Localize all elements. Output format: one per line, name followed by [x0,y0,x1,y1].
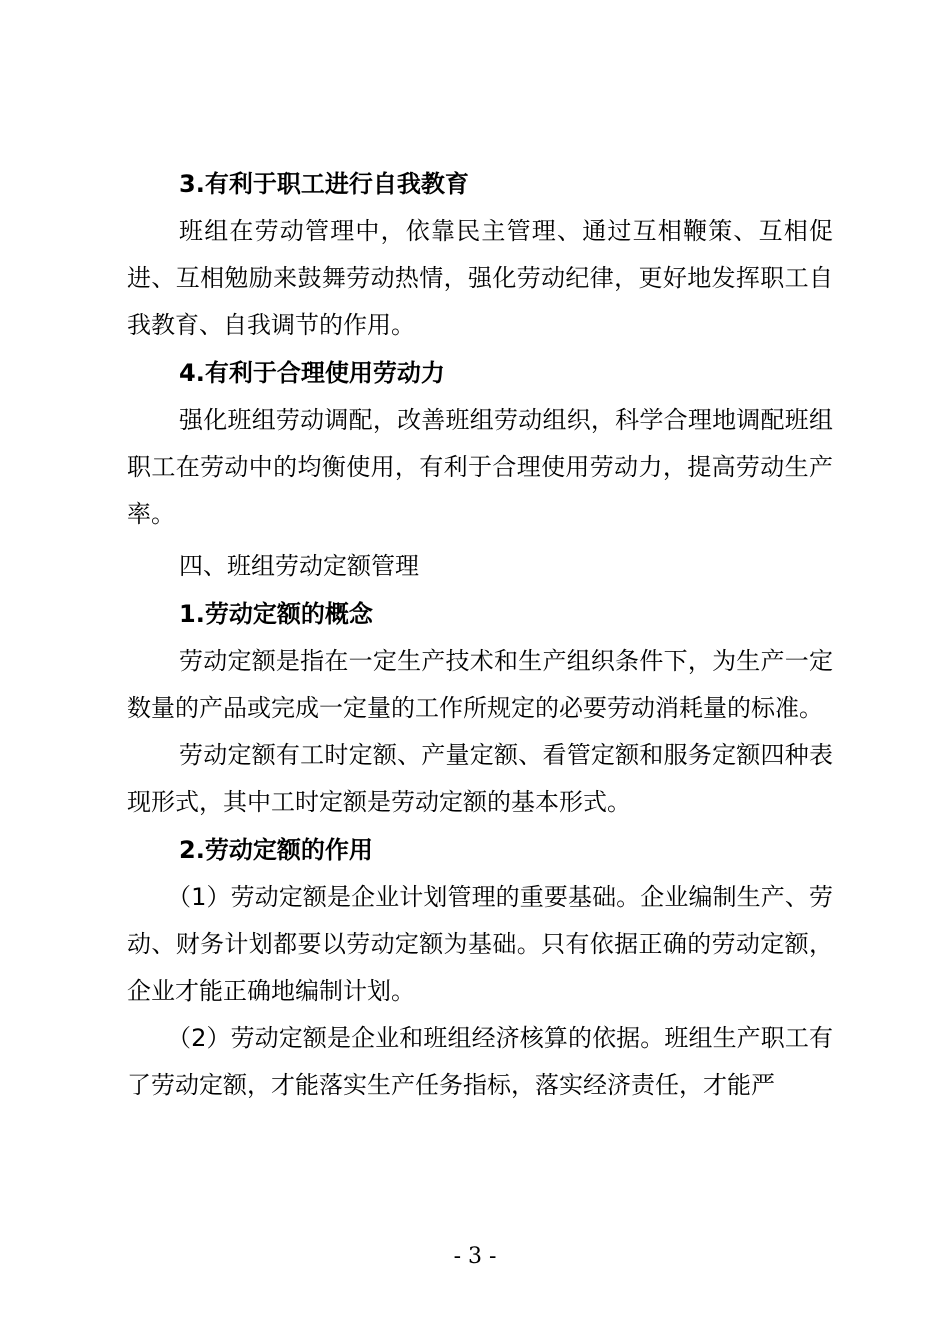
paragraph-item-1: （1）劳动定额是企业计划管理的重要基础。企业编制生产、劳动、财务计划都要以劳动定额为基础。只有依据正确的劳动定额，企业才能正确地编制计划。 [127,883,833,1005]
section-title-4: 四、班组劳动定额管理 [179,552,419,580]
page-number: - 3 - [453,1244,497,1269]
paragraph-labor-allocation: 强化班组劳动调配，改善班组劳动组织，科学合理地调配班组职工在劳动中的均衡使用，有利于合理使用劳动力，提高劳动生产率。 [127,406,833,528]
subheading-3: 3.有利于职工进行自我教育 [179,170,469,198]
paragraph-quota-concept: 劳动定额是指在一定生产技术和生产组织条件下，为生产一定数量的产品或完成一定量的工作所规定的必要劳动消耗量的标准。 [127,647,833,722]
document-body [127,160,833,1109]
paragraph-item-2: （2）劳动定额是企业和班组经济核算的依据。班组生产职工有了劳动定额，才能落实生产任务指标，落实经济责任，才能严 [127,1024,833,1099]
paragraph-quota-forms: 劳动定额有工时定额、产量定额、看管定额和服务定额四种表现形式，其中工时定额是劳动定额的基本形式。 [127,741,833,816]
subheading-1: 1.劳动定额的概念 [179,600,373,628]
paragraph-self-education: 班组在劳动管理中，依靠民主管理、通过互相鞭策、互相促进、互相勉励来鼓舞劳动热情，强化劳动纪律，更好地发挥职工自我教育、自我调节的作用。 [127,217,833,339]
subheading-2: 2.劳动定额的作用 [179,836,373,864]
subheading-4: 4.有利于合理使用劳动力 [179,359,445,387]
